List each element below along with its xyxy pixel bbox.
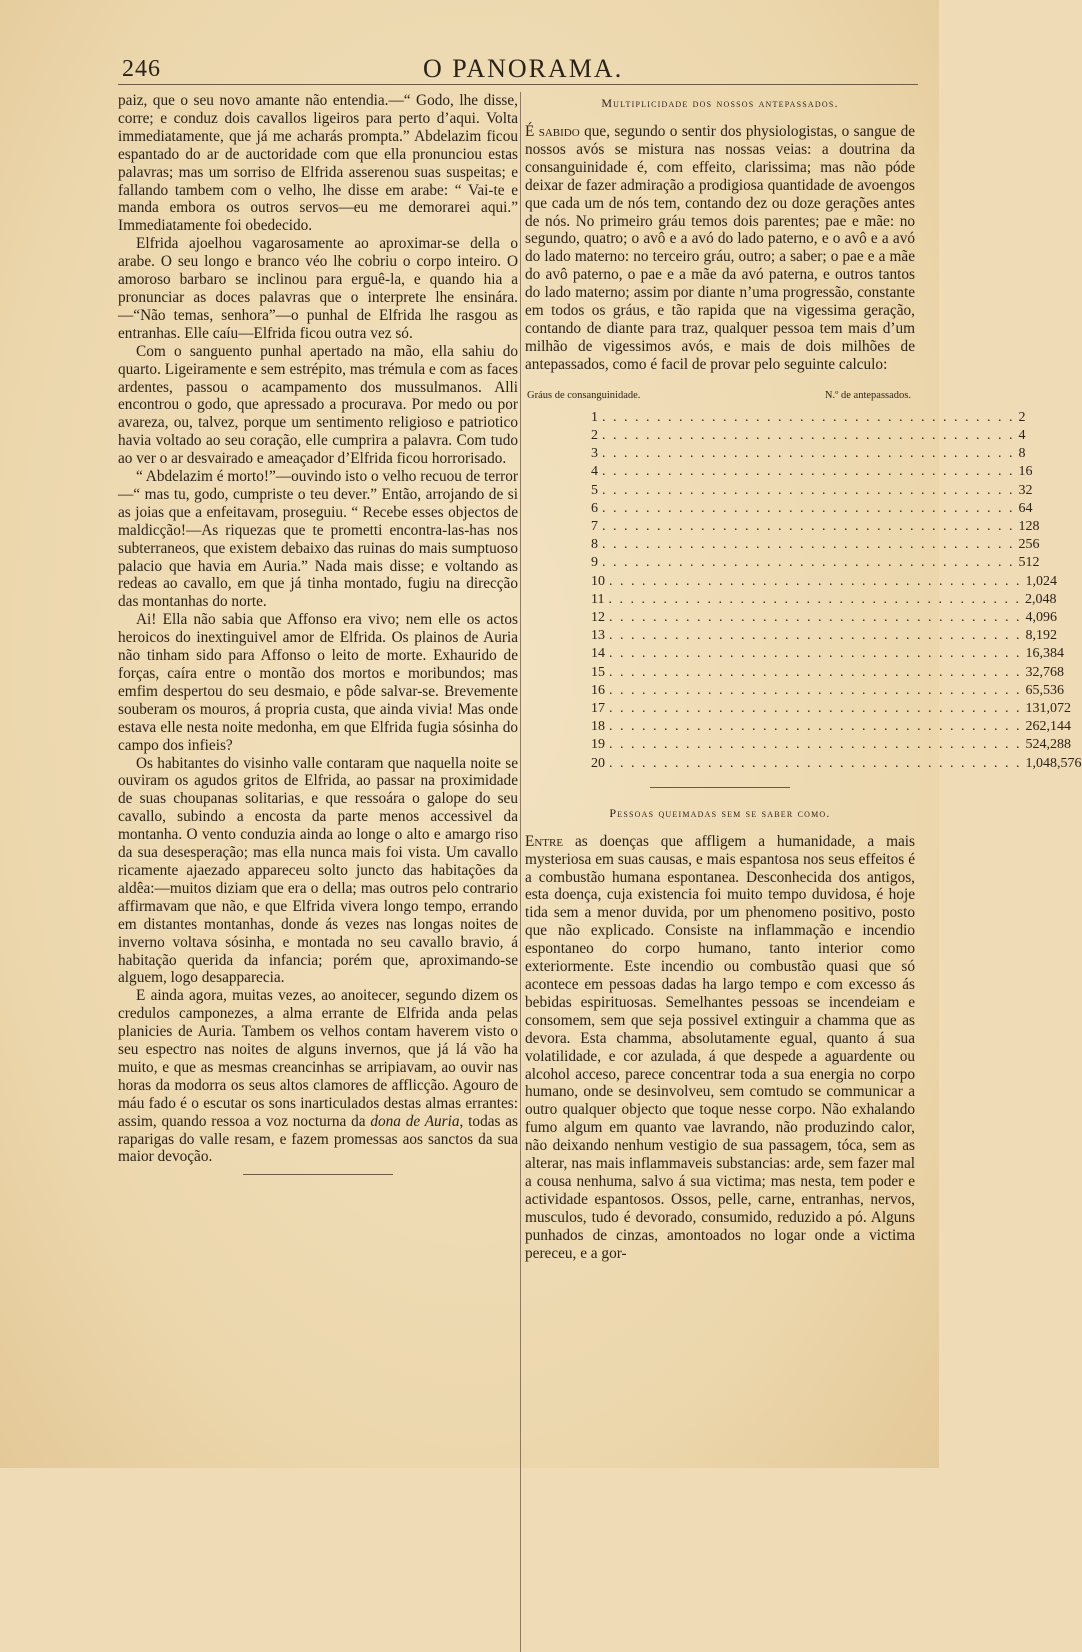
degree-cell: 16	[591, 682, 605, 698]
story-paragraph: Os habitantes do visinho valle contaram que naquella noite se ouviram os agudos gritos de Elfrida, ao passar na proximidade de suas choupanas solitarias, e que ressoára o galope do seu cavallo, subindo a encosta da parte menos accessivel da montanha. O vento conduzia ainda ao longe o alto e amargo riso da sua desesperação; mas ella nunca mais foi vista. Um cavallo ricamente ajaezado appareceu solto juncto das habitações da aldêa:—muitos diziam que era o della; mas outros pelo contrario affirmavam que não, e que Elfrida vivera longo tempo, errando em distantes montanhas, donde ás vezes nas longas noites de inverno voltava sósinha, e montada no seu cavallo bravio, á habitação querida da infancia; porém que, aproximando-se alguem, logo desapparecia.	[118, 754, 518, 987]
left-column	[118, 92, 518, 1175]
ancestors-cell: 131,072	[1025, 700, 1071, 716]
degree-cell: 13	[591, 628, 605, 644]
leader-dots: . . . . . . . . . . . . . . . . . . . . . . . . . . . . . . . . . . . . . .	[609, 755, 1022, 771]
degree-cell: 7	[591, 518, 598, 534]
leader-dots: . . . . . . . . . . . . . . . . . . . . . . . . . . . . . . . . . . . . . .	[609, 700, 1022, 716]
degree-cell: 18	[591, 719, 605, 735]
leader-dots: . . . . . . . . . . . . . . . . . . . . . . . . . . . . . . . . . . . . . .	[602, 446, 1015, 462]
table-row	[525, 591, 1057, 609]
section-separator	[650, 787, 790, 788]
degree-cell: 14	[591, 646, 605, 662]
table-row	[525, 409, 1026, 427]
ancestors-cell: 32	[1018, 482, 1033, 498]
generations-table	[525, 409, 1082, 773]
table-row	[525, 755, 1082, 773]
leader-dots: . . . . . . . . . . . . . . . . . . . . . . . . . . . . . . . . . . . . . .	[602, 482, 1015, 498]
ancestors-cell: 16	[1018, 464, 1033, 480]
table-row	[525, 700, 1071, 718]
table-row	[525, 463, 1033, 481]
ancestors-cell: 2,048	[1024, 591, 1057, 607]
ancestors-cell: 1,048,576	[1025, 755, 1082, 771]
table-row	[525, 427, 1026, 445]
degree-cell: 20	[591, 755, 605, 771]
antepassados-text: que, segundo o sentir dos physiologistas, o sangue de nossos avós se mistura nas nossas veias: a doutrina da consanguinidade é, com effeito, clarissima; mas não póde deixar de fazer admiração a prodigiosa quantidade de avoengos que cada um de nós tem, contando dez ou doze gerações antes de nós. No primeiro gráu temos dois parentes; pae e mãe: no segundo, quatro; o avô e a avó do lado paterno, e o avô e a avó do lado materno: no terceiro gráu, outro; a saber; o pae e a mãe do avô paterno, o pae e a mãe da avó paterna, e outros tantos do lado materno; assim por diante n’uma progressão, constante em todos os gráus, e tão rapida que na vigessima geração, contando de diante para traz, qualquer pessoa tem mais d’um milhão de vigessimos avós, e mais de dois milhões de antepassados, como é facil de provar pelo seguinte calculo:	[525, 123, 916, 373]
ancestors-cell: 512	[1018, 555, 1040, 571]
leader-dots: . . . . . . . . . . . . . . . . . . . . . . . . . . . . . . . . . . . . . .	[602, 409, 1015, 425]
ancestors-cell: 16,384	[1025, 646, 1064, 662]
ancestors-cell: 65,536	[1025, 682, 1064, 698]
degree-cell: 11	[591, 591, 605, 607]
ancestors-cell: 4,096	[1025, 609, 1057, 625]
table-row	[525, 627, 1057, 645]
degree-cell: 19	[591, 737, 605, 753]
story-paragraph: Ai! Ella não sabia que Affonso era vivo; nem elle os actos heroicos do inextinguivel amor de Elfrida. Os plainos de Auria não tinham sido para Affonso o leito de morte. Exhaurido de forças, caíra entre o montão dos mortos e moribundos; mas emfim despertou do seu desmaio, e pôde salvar-se. Brevemente souberam os mouros, á propria custa, que ainda vivia! Mas onde estava elle nesta noite medonha, em que Elfrida fugia sósinha do campo dos infieis?	[118, 611, 518, 754]
ancestors-cell: 256	[1018, 537, 1040, 553]
story-paragraph: Com o sanguento punhal apertado na mão, ella sahiu do quarto. Ligeiramente e sem estrépito, mas trémula e com as faces ardentes, passou o acampamento dos mussulmanos. Alli encontrou o godo, que apressado a procurava. Por medo ou por avareza, ou, talvez, porque um sentimento religioso e patriotico havia voltado ao seu coração, elle cumprira a palavra. Com tudo ao ver o ar desvairado e ameaçador d’Elfrida ficou horrorisado.	[118, 342, 518, 468]
leader-dots: . . . . . . . . . . . . . . . . . . . . . . . . . . . . . . . . . . . . . .	[609, 628, 1022, 644]
table-row	[525, 500, 1033, 518]
degree-cell: 4	[591, 464, 598, 480]
degree-cell: 17	[591, 700, 605, 716]
header-rule	[118, 84, 918, 85]
column-divider	[520, 92, 521, 1652]
leader-dots: . . . . . . . . . . . . . . . . . . . . . . . . . . . . . . . . . . . . . .	[609, 646, 1022, 662]
leader-dots: . . . . . . . . . . . . . . . . . . . . . . . . . . . . . . . . . . . . . .	[602, 555, 1015, 571]
degree-cell: 1	[591, 409, 598, 425]
ancestors-cell: 262,144	[1025, 719, 1071, 735]
leader-dots: . . . . . . . . . . . . . . . . . . . . . . . . . . . . . . . . . . . . . .	[609, 664, 1022, 680]
degree-cell: 10	[591, 573, 605, 589]
section-title-antepassados: Multiplicidade dos nossos antepassados.	[601, 96, 839, 110]
final-text-after: , todas as raparigas do valle resam, e fazem promessas aos sanctos da sua maior devoção.	[118, 1112, 518, 1166]
leader-dots: . . . . . . . . . . . . . . . . . . . . . . . . . . . . . . . . . . . . . .	[602, 427, 1015, 443]
ancestors-cell: 524,288	[1025, 737, 1071, 753]
combustao-text: as doenças que affligem a humanidade, a mais mysteriosa em suas causas, e mais espantosa nos seus effeitos é a combustão humana espontanea. Desconhecida dos antigos, esta doença, cuja existencia foi muito tempo duvidosa, é hoje tida sem a menor duvida, por um phenomeno positivo, posto que não explicado. Consiste na inflammação e incendio espontaneo do corpo humano, tanto interior como exteriormente. Este incendio ou combustão quasi que só acontece em pessoas dadas ha largo tempo e com excesso ás bebidas espirituosas. Semelhantes pessoas se incendeiam e consomem, sem que seja possivel extinguir a chamma que as devora. Esta chamma, absolutamente egual, quanto á sua volatilidade, e cor azulada, á que despede a aguardente ou alcohol acceso, parece concentrar toda a sua energia no corpo humano, onde se desinvolveu, sem comtudo se communicar a outro qualquer objecto que toque nesse corpo. Não exhalando fumo algum em quanto vae lavrando, não produzindo calor, não deixando nenhum vestigio de sua passagem, tóca, sem as alterar, nas mais inflammaveis substancias: arde, sem fazer mal a cousa nenhuma, salvo á sua victima; mas nesta, tem poder e actividade espantosos. Ossos, pelle, carne, entranhas, nervos, musculos, tudo é devorado, consumido, reduzido a pó. Alguns punhados de cinzas, amontoados no logar onde a victima pereceu, e a gor-	[525, 832, 915, 1262]
combustao-paragraph	[525, 833, 915, 1263]
leader-dots: . . . . . . . . . . . . . . . . . . . . . . . . . . . . . . . . . . . . . .	[608, 591, 1021, 607]
story-paragraph: “ Abdelazim é morto!”—ouvindo isto o velho recuou de terror—“ mas tu, godo, cumpriste o teu dever.” Então, arrojando de si as joias que a enfeitavam, proseguiu. “ Recebe esses objectos de maldicção!—As riquezas que te prometti encontra-las-has nos subterraneos, que existem debaixo das ruinas do mais sumptuoso palacio que havia em Auria.” Nada mais disse; e voltando as redeas ao cavallo, em que já tinha montado, fugiu na direcção das montanhas do norte.	[118, 468, 518, 611]
table-row	[525, 645, 1064, 663]
story-paragraph: paiz, que o seu novo amante não entendia.—“ Godo, lhe disse, corre; e conduz dois cavallos ligeiros para perto d’aqui. Volta immediatamente, que já me acharás prompta.” Abdelazim ficou espantado do ar de auctoridade com que ella pronunciou estas palavras; mas um sorriso de Elfrida asserenou suas suspeitas; e fallando tambem com o velho, lhe disse em arabe: “ Vai-te e manda embora os outros servos—eu me demorarei aqui.” Immediatamente foi obedecido.	[118, 92, 518, 235]
table-row	[525, 736, 1071, 754]
degree-cell: 5	[591, 482, 598, 498]
leader-dots: . . . . . . . . . . . . . . . . . . . . . . . . . . . . . . . . . . . . . .	[602, 518, 1015, 534]
ancestors-cell: 8,192	[1025, 628, 1057, 644]
table-row	[525, 609, 1057, 627]
story-end-rule	[243, 1174, 393, 1175]
ancestors-cell: 2	[1018, 409, 1026, 425]
table-row	[525, 445, 1026, 463]
table-row	[525, 554, 1040, 572]
generations-table-header	[525, 390, 915, 401]
degree-cell: 15	[591, 664, 605, 680]
page-number: 246	[122, 56, 161, 82]
table-col1-header: Gráus de consanguinidade.	[527, 389, 641, 401]
page-header	[118, 52, 918, 86]
leader-dots: . . . . . . . . . . . . . . . . . . . . . . . . . . . . . . . . . . . . . .	[602, 500, 1015, 516]
table-row	[525, 536, 1040, 554]
ancestors-cell: 128	[1018, 518, 1040, 534]
story-final-paragraph	[118, 987, 518, 1166]
ancestors-cell: 32,768	[1025, 664, 1064, 680]
table-row	[525, 664, 1064, 682]
ancestors-cell: 8	[1018, 446, 1026, 462]
table-col2-header: N.º de antepassados.	[824, 389, 911, 401]
table-row	[525, 573, 1057, 591]
ancestors-cell: 64	[1018, 500, 1033, 516]
degree-cell: 9	[591, 555, 598, 571]
degree-cell: 8	[591, 537, 598, 553]
section-title-combustao: Pessoas queimadas sem se saber como.	[609, 805, 831, 820]
degree-cell: 2	[591, 427, 598, 443]
ancestors-cell: 1,024	[1025, 573, 1057, 589]
table-row	[525, 682, 1064, 700]
story-paragraph: Elfrida ajoelhou vagarosamente ao aproximar-se della o arabe. O seu longo e branco véo lhe cobriu o corpo inteiro. O amoroso barbaro se inclinou para erguê-la, e quando hia a pronunciar as doces palavras que o interprete lhe ensinára.—“Não temas, senhora”—o punhal de Elfrida lhe rasgou as entranhas. Elle caíu—Elfrida ficou outra vez só.	[118, 235, 518, 342]
final-text-before: E ainda agora, muitas vezes, ao anoitecer, segundo dizem os credulos camponezes, a alma errante de Elfrida anda pelas planicies de Auria. Tambem os velhos contam haverem visto o seu espectro nas noites de alguns invernos, que já lá vão ha muito, e que as mesmas creancinhas se arripiavam, ao ouvir nas horas da modorra os seus altos clamores de afflicção. Agouro de máu fado é o escutar os sons inarticulados destas almas errantes: assim, quando ressoa a voz nocturna da	[118, 987, 518, 1130]
journal-title: O PANORAMA.	[423, 54, 624, 83]
leader-dots: . . . . . . . . . . . . . . . . . . . . . . . . . . . . . . . . . . . . . .	[609, 573, 1022, 589]
leader-dots: . . . . . . . . . . . . . . . . . . . . . . . . . . . . . . . . . . . . . .	[602, 537, 1015, 553]
leader-dots: . . . . . . . . . . . . . . . . . . . . . . . . . . . . . . . . . . . . . .	[609, 682, 1022, 698]
leader-dots: . . . . . . . . . . . . . . . . . . . . . . . . . . . . . . . . . . . . . .	[609, 737, 1022, 753]
antepassados-paragraph	[525, 123, 915, 374]
leader-dots: . . . . . . . . . . . . . . . . . . . . . . . . . . . . . . . . . . . . . .	[602, 464, 1015, 480]
table-row	[525, 518, 1040, 536]
degree-cell: 12	[591, 609, 605, 625]
degree-cell: 6	[591, 500, 598, 516]
lead-word: Entre	[525, 832, 564, 850]
leader-dots: . . . . . . . . . . . . . . . . . . . . . . . . . . . . . . . . . . . . . .	[609, 719, 1022, 735]
table-row	[525, 718, 1071, 736]
ancestors-cell: 4	[1018, 427, 1026, 443]
leader-dots: . . . . . . . . . . . . . . . . . . . . . . . . . . . . . . . . . . . . . .	[609, 609, 1022, 625]
final-text-italic: dona de Auria	[370, 1112, 460, 1130]
degree-cell: 3	[591, 446, 598, 462]
right-column	[525, 92, 1082, 1263]
table-row	[525, 482, 1033, 500]
lead-word: É sabido	[525, 123, 580, 140]
